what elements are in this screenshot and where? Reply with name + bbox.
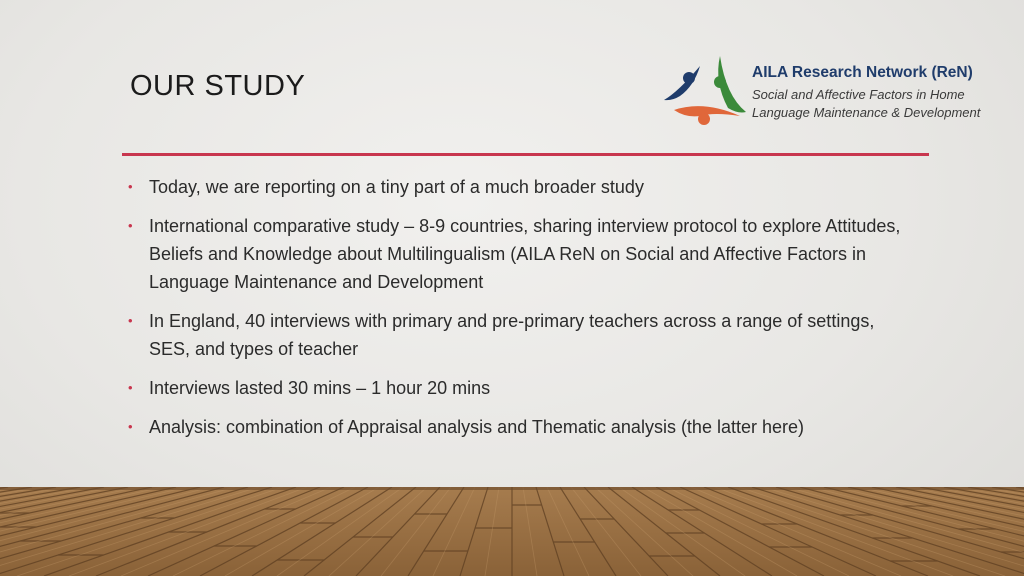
- bullet-text: International comparative study – 8-9 countries, sharing interview protocol to explore Attitudes, Beliefs and Knowledge about Multilingualism (AILA ReN on Social and Affective Factors in Language Maintenance and Development: [149, 216, 901, 292]
- bullet-icon: •: [128, 380, 133, 395]
- bullet-text: Interviews lasted 30 mins – 1 hour 20 mins: [149, 378, 491, 398]
- bullet-icon: •: [128, 419, 133, 434]
- wood-floor: [0, 487, 1024, 576]
- list-item: [128, 173, 918, 201]
- list-item: [128, 374, 918, 402]
- bullet-icon: •: [128, 218, 133, 233]
- title-divider: [122, 153, 929, 156]
- list-item: [128, 307, 918, 363]
- logo-subtitle-line2: Language Maintenance & Development: [752, 105, 981, 120]
- bullet-text: Analysis: combination of Appraisal analysis and Thematic analysis (the latter here): [149, 417, 804, 437]
- bullet-icon: •: [128, 179, 133, 194]
- bullet-icon: •: [128, 313, 133, 328]
- logo-name: AILA Research Network (ReN): [752, 64, 973, 81]
- aila-ren-logo: [660, 52, 1020, 136]
- list-item: [128, 413, 918, 441]
- bullet-list: [128, 173, 918, 452]
- slide-title: OUR STUDY: [130, 70, 306, 102]
- people-figures-icon: [660, 52, 752, 136]
- logo-subtitle-line1: Social and Affective Factors in Home: [752, 87, 965, 102]
- bullet-text: In England, 40 interviews with primary and pre-primary teachers across a range of settings, SES, and types of teacher: [149, 311, 875, 359]
- list-item: [128, 212, 918, 296]
- bullet-text: Today, we are reporting on a tiny part of a much broader study: [149, 177, 644, 197]
